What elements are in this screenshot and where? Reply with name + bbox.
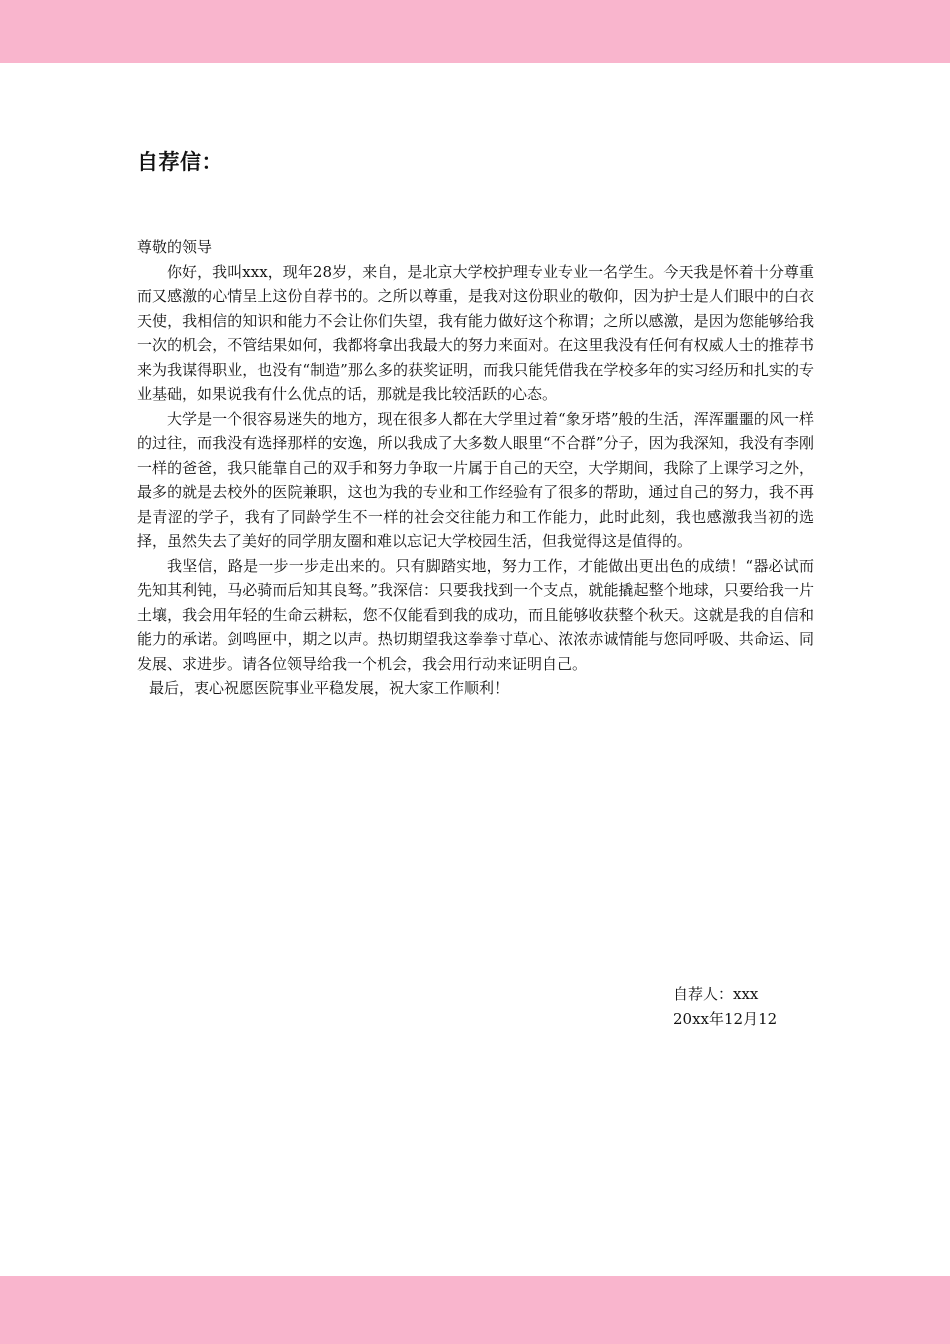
paragraph-1: 你好，我叫xxx，现年28岁，来自，是北京大学校护理专业专业一名学生。今天我是怀着十分尊重而又感激的心情呈上这份自荐书的。之所以尊重，是我对这份职业的敬仰，因为护士是人们眼中的白衣天使，我相信的知识和能力不会让你们失望，我有能力做好这个称谓；之所以感激，是因为您能够给我一次的机会，不管结果如何，我都将拿出我最大的努力来面对。在这里我没有任何有权威人士的推荐书来为我谋得职业，也没有“制造”那么多的获奖证明，而我只能凭借我在学校多年的实习经历和扎实的专业基础，如果说我有什么优点的话，那就是我比较活跃的心态。	[137, 262, 814, 403]
letter-body	[137, 235, 814, 701]
page-title: 自荐信：	[137, 150, 223, 174]
signature-block	[673, 982, 777, 1031]
signature-date: 20xx年12月12	[673, 1009, 778, 1028]
paragraph-2: 大学是一个很容易迷失的地方，现在很多人都在大学里过着“象牙塔”般的生活，浑浑噩噩的风一样的过往，而我没有选择那样的安逸，所以我成了大多数人眼里“不合群”分子，因为我深知，我没有李刚一样的爸爸，我只能靠自己的双手和努力争取一片属于自己的天空，大学期间，我除了上课学习之外，最多的就是去校外的医院兼职，这也为我的专业和工作经验有了很多的帮助，通过自己的努力，我不再是青涩的学子，我有了同龄学生不一样的社会交往能力和工作能力，此时此刻，我也感激我当初的选择，虽然失去了美好的同学朋友圈和难以忘记大学校园生活，但我觉得这是值得的。	[137, 409, 814, 550]
top-decorative-band	[0, 0, 950, 63]
salutation: 尊敬的领导	[137, 238, 213, 256]
closing-line: 最后，衷心祝愿医院事业平稳发展，祝大家工作顺利！	[149, 679, 510, 697]
paragraph-3: 我坚信，路是一步一步走出来的。只有脚踏实地，努力工作，才能做出更出色的成绩！“器必试而先知其利钝，马必骑而后知其良驽。”我深信：只要我找到一个支点，就能撬起整个地球，只要给我一片土壤，我会用年轻的生命云耕耘，您不仅能看到我的成功，而且能够收获整个秋天。这就是我的自信和能力的承诺。剑鸣匣中，期之以声。热切期望我这拳拳寸草心、浓浓赤诚情能与您同呼吸、共命运、同发展、求进步。请各位领导给我一个机会，我会用行动来证明自己。	[137, 556, 814, 673]
signature-name: 自荐人：xxx	[673, 985, 759, 1003]
bottom-decorative-band	[0, 1276, 950, 1344]
